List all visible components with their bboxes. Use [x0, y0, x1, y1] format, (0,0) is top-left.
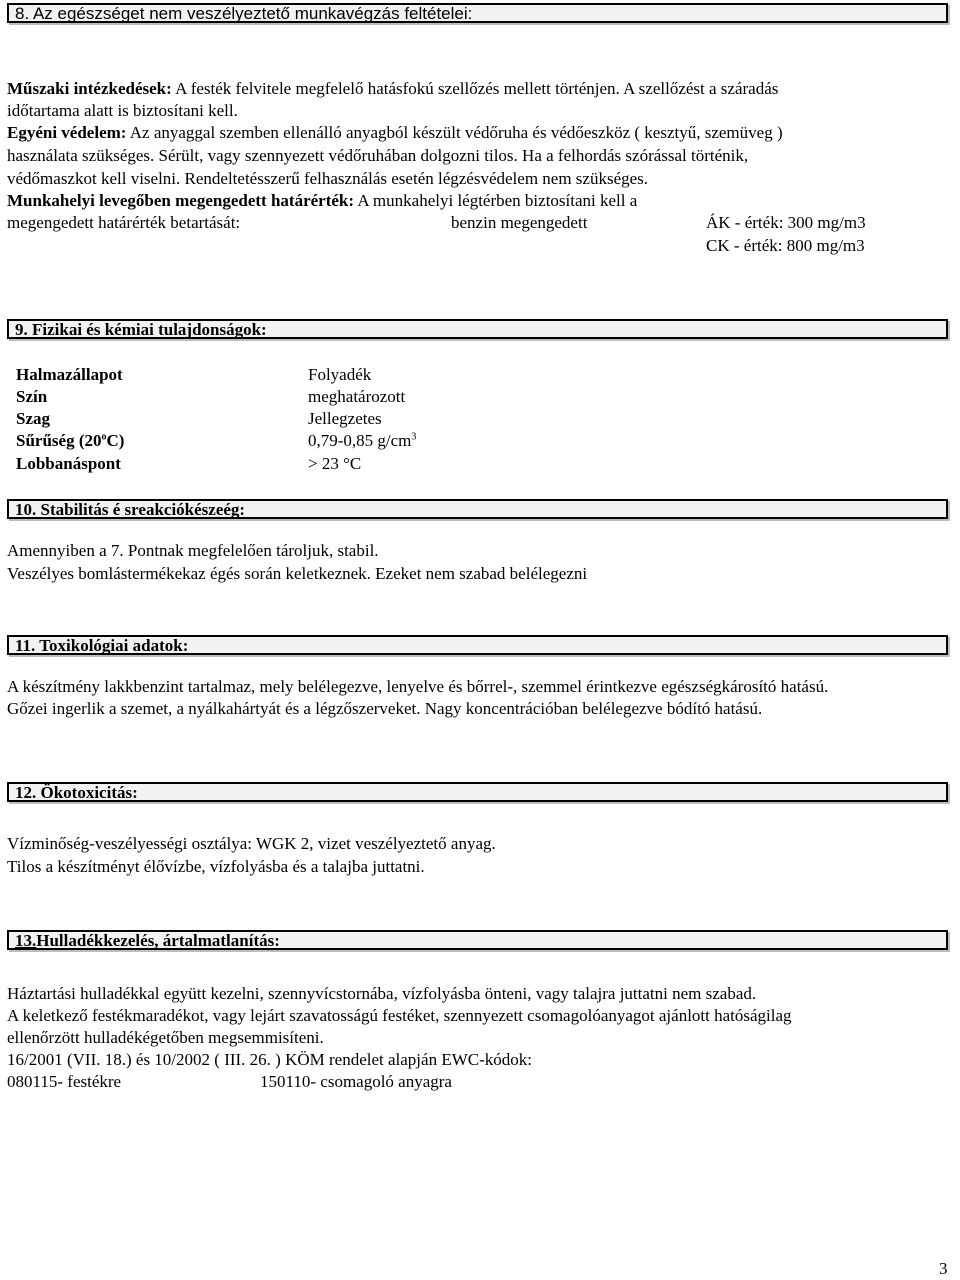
- s8-l6-label: Munkahelyi levegőben megengedett határérték:: [7, 191, 355, 210]
- s8-line-2: időtartama alatt is biztosítani kell.: [7, 101, 238, 120]
- s8-line-1: [7, 78, 778, 100]
- s8-line-5: védőmaszkot kell viselni. Rendeltetésszerű felhasználás esetén légzésvédelem nem szükséges.: [7, 169, 649, 188]
- page-number: 3: [939, 1259, 948, 1278]
- section-11-heading-text: 11. Toxikológiai adatok:: [15, 636, 189, 655]
- s8-l3-text: Az anyaggal szemben ellenálló anyagból készült védőruha és védőeszköz ( kesztyű, szemüveg ): [126, 123, 783, 142]
- s8-l6-text: A munkahelyi légtérben biztosítani kell a: [354, 191, 638, 210]
- prop-label-3: [16, 430, 124, 452]
- s11-line-1: A készítmény lakkbenzint tartalmaz, mely belélegezve, lenyelve és bőrrel-, szemmel érintkezve egészségkárosító hatású.: [7, 677, 829, 696]
- prop-label-1: Szín: [16, 387, 48, 406]
- s8-line-4: használata szükséges. Sérült, vagy szennyezett védőruhában dolgozni tilos. Ha a felhordás szórással történik,: [7, 146, 749, 165]
- prop-label-3-main: Sűrűség (20: [16, 431, 102, 450]
- section-12-heading: [7, 782, 948, 802]
- s13-l5-left: 080115- festékre: [7, 1072, 122, 1091]
- s13-line-3: ellenőrzött hulladékégetőben megsemmisíteni.: [7, 1028, 324, 1047]
- prop-value-3: [308, 430, 416, 452]
- s8-l8-right: CK - érték: 800 mg/m3: [706, 236, 865, 255]
- s11-line-2: Gőzei ingerlik a szemet, a nyálkahártyát és a légzőszerveket. Nagy koncentrációban belélegezve bódító hatású.: [7, 699, 763, 718]
- section-10-heading: [7, 499, 948, 519]
- s8-l7-left: megengedett határérték betartását:: [7, 213, 241, 232]
- s8-line-6: [7, 190, 637, 212]
- s8-l1-label: Műszaki intézkedések:: [7, 79, 172, 98]
- s13-l5-right: 150110- csomagoló anyagra: [260, 1072, 452, 1091]
- prop-value-2: Jellegzetes: [308, 409, 382, 428]
- prop-label-3-sup: o: [101, 431, 107, 443]
- prop-label-3-tail: C): [106, 431, 125, 450]
- prop-value-1: meghatározott: [308, 387, 406, 406]
- section-8-heading-text: 8. Az egészséget nem veszélyeztető munkavégzás feltételei:: [15, 4, 473, 23]
- s8-l7-right: ÁK - érték: 300 mg/m3: [706, 213, 866, 232]
- prop-value-0: Folyadék: [308, 365, 372, 384]
- s13-line-2: A keletkező festékmaradékot, vagy lejárt szavatosságú festéket, szennyezett csomagolóanyagot ajánlott hatóságilag: [7, 1006, 792, 1025]
- section-9-heading: [7, 319, 948, 339]
- s13-line-4: 16/2001 (VII. 18.) és 10/2002 ( III. 26. ) KÖM rendelet alapján EWC-kódok:: [7, 1050, 532, 1069]
- s10-line-1: Amennyiben a 7. Pontnak megfelelően tároljuk, stabil.: [7, 541, 379, 560]
- s12-line-2: Tilos a készítményt élővízbe, vízfolyásba és a talajba juttatni.: [7, 857, 425, 876]
- s8-l1-text: A festék felvitele megfelelő hatásfokú szellőzés mellett történjen. A szellőzést a száradás: [171, 79, 779, 98]
- section-9-heading-text: 9. Fizikai és kémiai tulajdonságok:: [15, 320, 267, 339]
- s8-l7-mid: benzin megengedett: [451, 213, 588, 232]
- prop-label-0: Halmazállapot: [16, 365, 123, 384]
- prop-value-3-main: 0,79-0,85 g/cm: [308, 431, 412, 450]
- s10-line-2: Veszélyes bomlástermékekaz égés során keletkeznek. Ezeket nem szabad belélegezni: [7, 564, 588, 583]
- prop-label-4: Lobbanáspont: [16, 454, 121, 473]
- s8-l3-label: Egyéni védelem:: [7, 123, 127, 142]
- s8-line-3: [7, 122, 783, 144]
- section-13-heading: [7, 930, 948, 950]
- section-8-heading: [7, 3, 948, 23]
- s13-line-1: Háztartási hulladékkal együtt kezelni, szennyvícstornába, vízfolyásba önteni, vagy talajra juttatni nem szabad.: [7, 984, 757, 1003]
- section-10-heading-text: 10. Stabilitás é sreakciókészeég:: [15, 500, 246, 519]
- section-12-heading-text: 12. Ökotoxicitás:: [15, 783, 138, 802]
- s12-line-1: Vízminőség-veszélyességi osztálya: WGK 2, vizet veszélyeztető anyag.: [7, 834, 496, 853]
- section-11-heading: [7, 635, 948, 655]
- section-13-heading-num: 13.: [15, 931, 37, 950]
- prop-label-2: Szag: [16, 409, 50, 428]
- section-13-heading-text: Hulladékkezelés, ártalmatlanítás:: [36, 931, 280, 950]
- prop-value-3-sup: 3: [411, 431, 417, 443]
- prop-value-4: > 23 °C: [308, 454, 362, 473]
